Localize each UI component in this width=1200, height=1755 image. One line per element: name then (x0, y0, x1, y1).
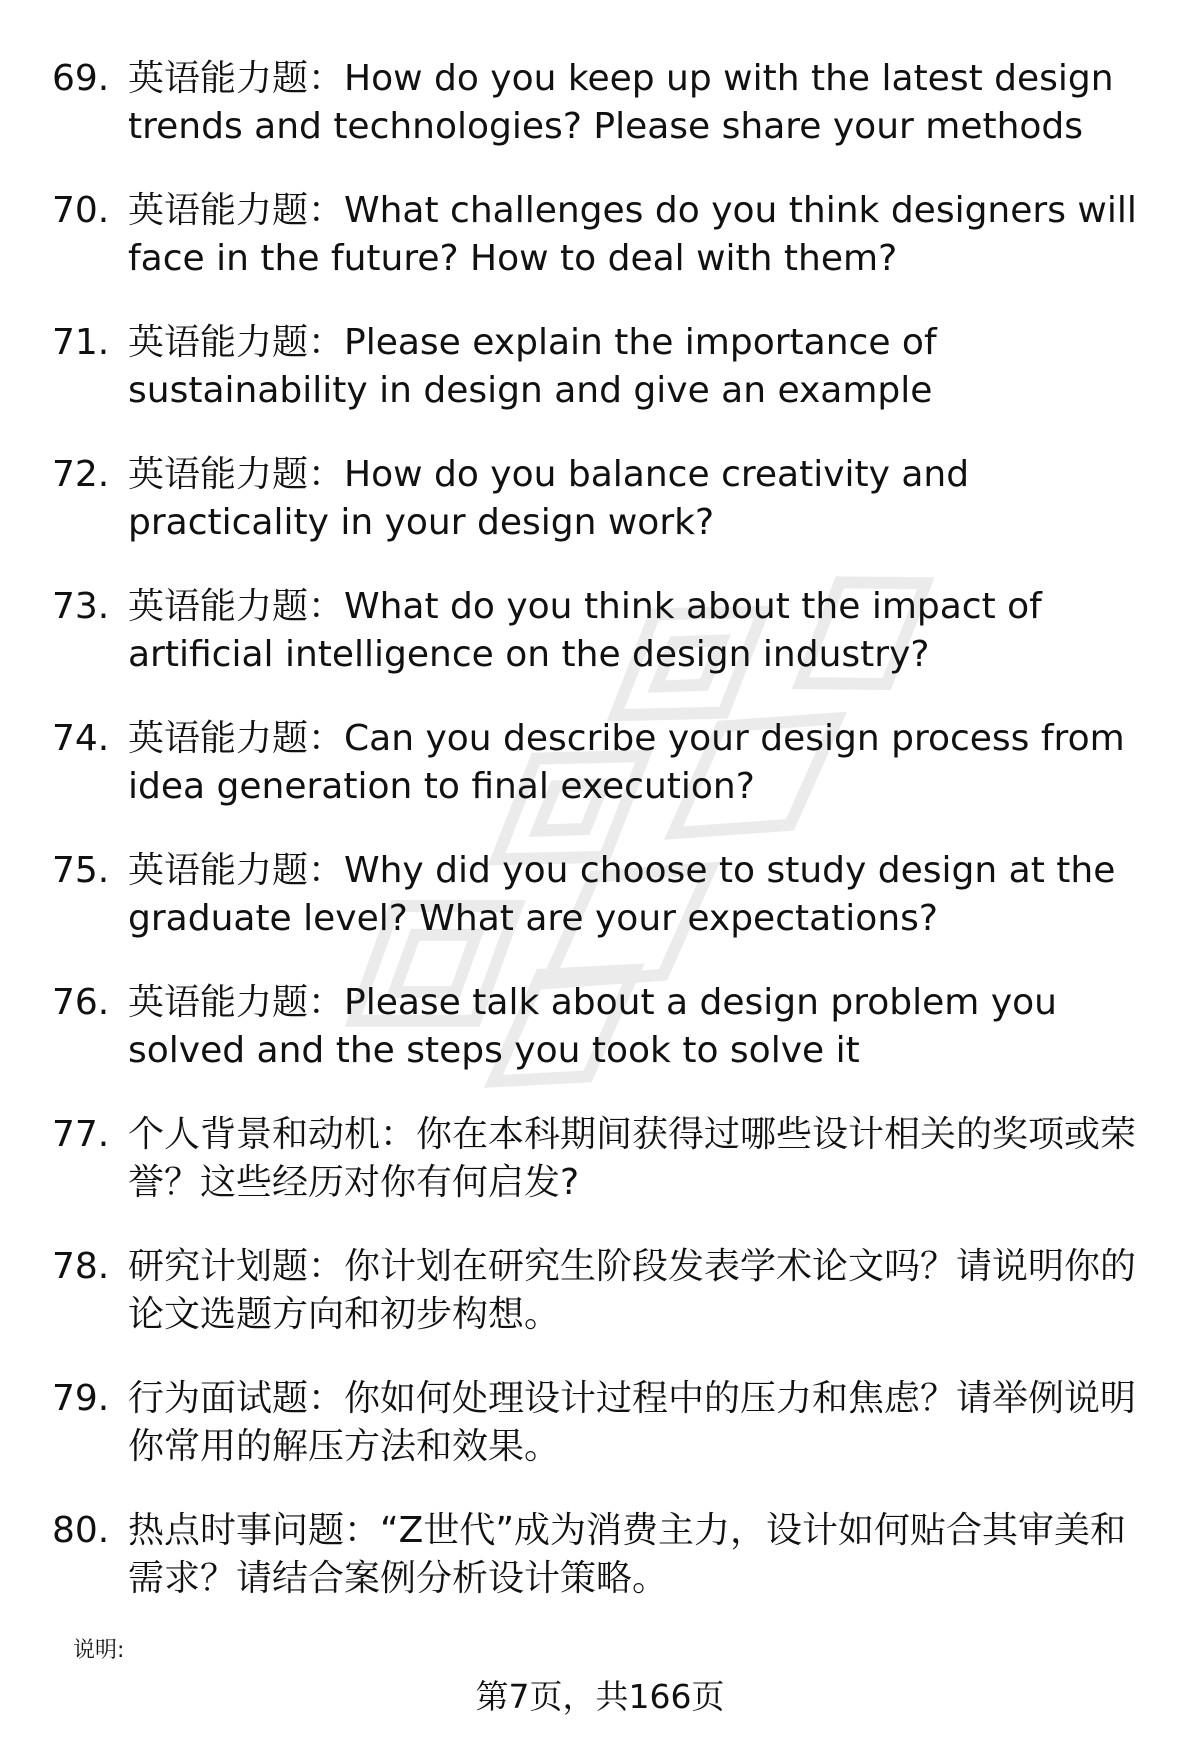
question-text: 英语能力题：Can you describe your design process from idea generation to final execution? (128, 718, 1125, 807)
question-number: 74. (52, 718, 110, 759)
question-item-76 (52, 979, 1162, 1111)
question-item-69 (52, 55, 1162, 187)
question-number: 78. (52, 1246, 110, 1287)
question-item-74 (52, 715, 1162, 847)
question-item-73 (52, 583, 1162, 715)
question-item-77 (52, 1111, 1162, 1243)
note-label: 说明: (73, 1638, 125, 1663)
question-text: 英语能力题：Please talk about a design problem you solved and the steps you took to solve it (128, 982, 1057, 1071)
question-number: 80. (52, 1510, 110, 1551)
question-item-72 (52, 451, 1162, 583)
question-number: 73. (52, 586, 110, 627)
page-footer: 第7页，共166页 (475, 1677, 725, 1716)
question-text: 英语能力题：What challenges do you think designers will face in the future? How to deal with them? (128, 190, 1137, 279)
question-number: 79. (52, 1378, 110, 1419)
question-text: 个人背景和动机：你在本科期间获得过哪些设计相关的奖项或荣誉？这些经历对你有何启发? (128, 1114, 1137, 1203)
question-item-79 (52, 1375, 1162, 1507)
question-text: 英语能力题：How do you keep up with the latest design trends and technologies? Please share your methods (128, 58, 1114, 147)
question-list (52, 55, 1162, 1639)
question-number: 69. (52, 58, 110, 99)
question-number: 72. (52, 454, 110, 495)
question-number: 71. (52, 322, 110, 363)
question-number: 77. (52, 1114, 110, 1155)
question-text: 热点时事问题：“Z世代”成为消费主力，设计如何贴合其审美和需求？请结合案例分析设计策略。 (128, 1510, 1126, 1599)
question-item-75 (52, 847, 1162, 979)
question-item-80 (52, 1507, 1162, 1639)
question-text: 行为面试题：你如何处理设计过程中的压力和焦虑？请举例说明你常用的解压方法和效果。 (128, 1378, 1137, 1467)
question-item-71 (52, 319, 1162, 451)
question-text: 英语能力题：Please explain the importance of sustainability in design and give an example (128, 322, 937, 411)
question-item-78 (52, 1243, 1162, 1375)
question-text: 英语能力题：Why did you choose to study design at the graduate level? What are your expectations? (128, 850, 1116, 939)
question-item-70 (52, 187, 1162, 319)
question-text: 英语能力题：What do you think about the impact of artificial intelligence on the design industry? (128, 586, 1042, 675)
question-text: 英语能力题：How do you balance creativity and practicality in your design work? (128, 454, 970, 543)
question-text: 研究计划题：你计划在研究生阶段发表学术论文吗？请说明你的论文选题方向和初步构想。 (128, 1246, 1137, 1335)
question-number: 76. (52, 982, 110, 1023)
question-number: 75. (52, 850, 110, 891)
question-number: 70. (52, 190, 110, 231)
